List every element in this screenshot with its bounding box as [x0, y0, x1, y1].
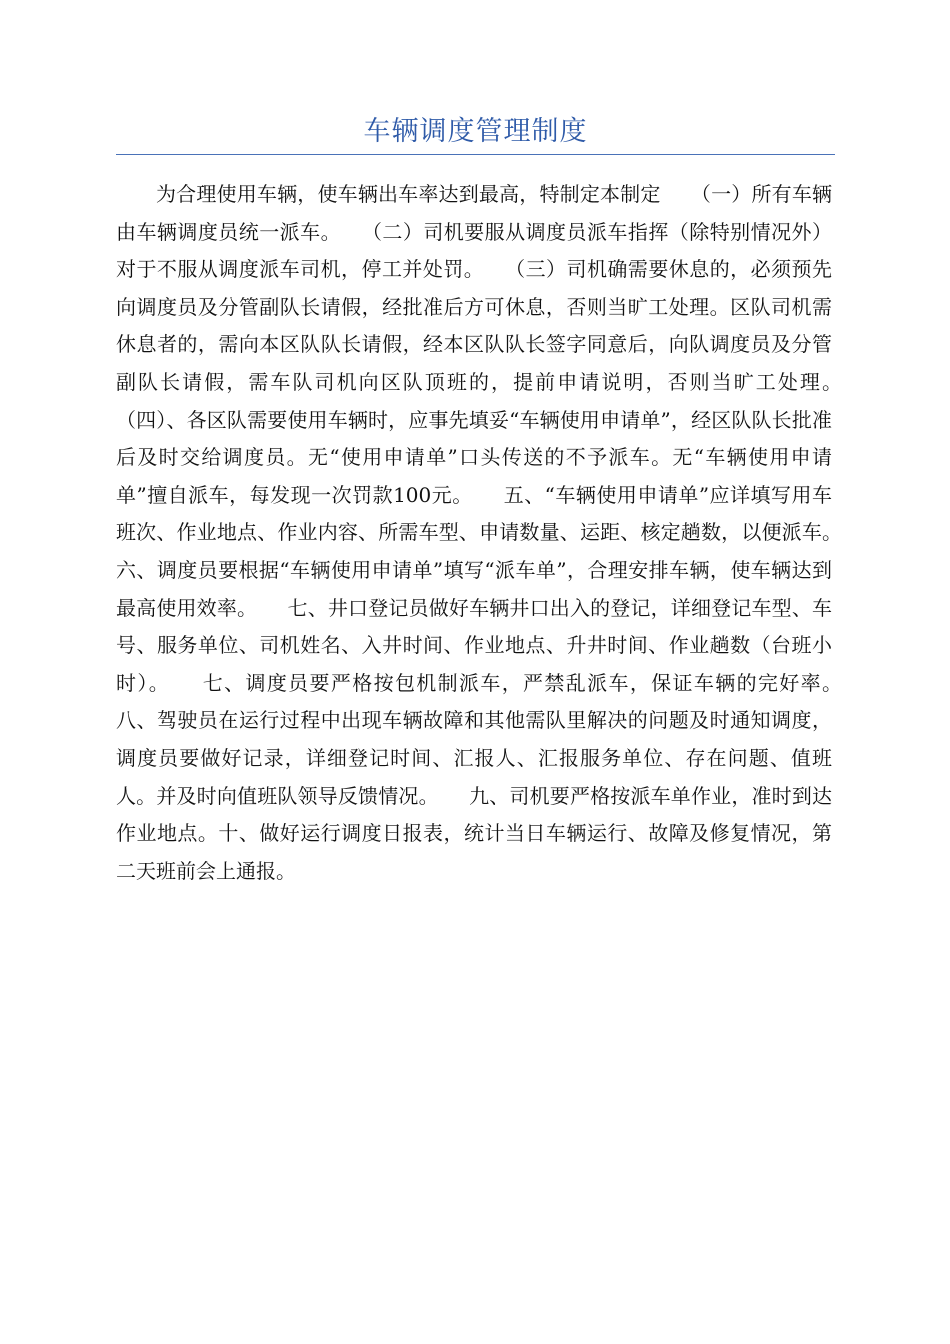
document-title: 车辆调度管理制度 [363, 116, 588, 147]
title-underline [116, 154, 835, 155]
document-body: 为合理使用车辆，使车辆出车率达到最高，特制定本制定 （一）所有车辆由车辆调度员统一派车。 （二）司机要服从调度员派车指挥（除特别情况外）对于不服从调度派车司机，停工并处罚。 （三）司机确需要休息的，必须预先向调度员及分管副队长请假，经批准后方可休息，否则当旷工处理。区队司机需休息者的，需向本区队队长请假，经本区队队长签字同意后，向队调度员及分管副队长请假，需车队司机向区队顶班的，提前申请说明，否则当旷工处理。 （四）、各区队需要使用车辆时，应事先填妥“车辆使用申请单”，经区队队长批准后及时交给调度员。无“使用申请单”口头传送的不予派车。无“车辆使用申请单”擅自派车，每发现一次罚款100元。 五、“车辆使用申请单”应详填写用车班次、作业地点、作业内容、所需车型、申请数量、运距、核定趟数，以便派车。 六、调度员要根据“车辆使用申请单”填写“派车单”，合理安排车辆，使车辆达到最高使用效率。 七、井口登记员做好车辆井口出入的登记，详细登记车型、车号、服务单位、司机姓名、入井时间、作业地点、升井时间、作业趟数（台班小时）。 七、调度员要严格按包机制派车，严禁乱派车，保证车辆的完好率。 八、驾驶员在运行过程中出现车辆故障和其他需队里解决的问题及时通知调度，调度员要做好记录，详细登记时间、汇报人、汇报服务单位、存在问题、值班人。并及时向值班队领导反馈情况。 九、司机要严格按派车单作业，准时到达作业地点。十、做好运行调度日报表，统计当日车辆运行、故障及修复情况，第二天班前会上通报。 [116, 182, 872, 883]
